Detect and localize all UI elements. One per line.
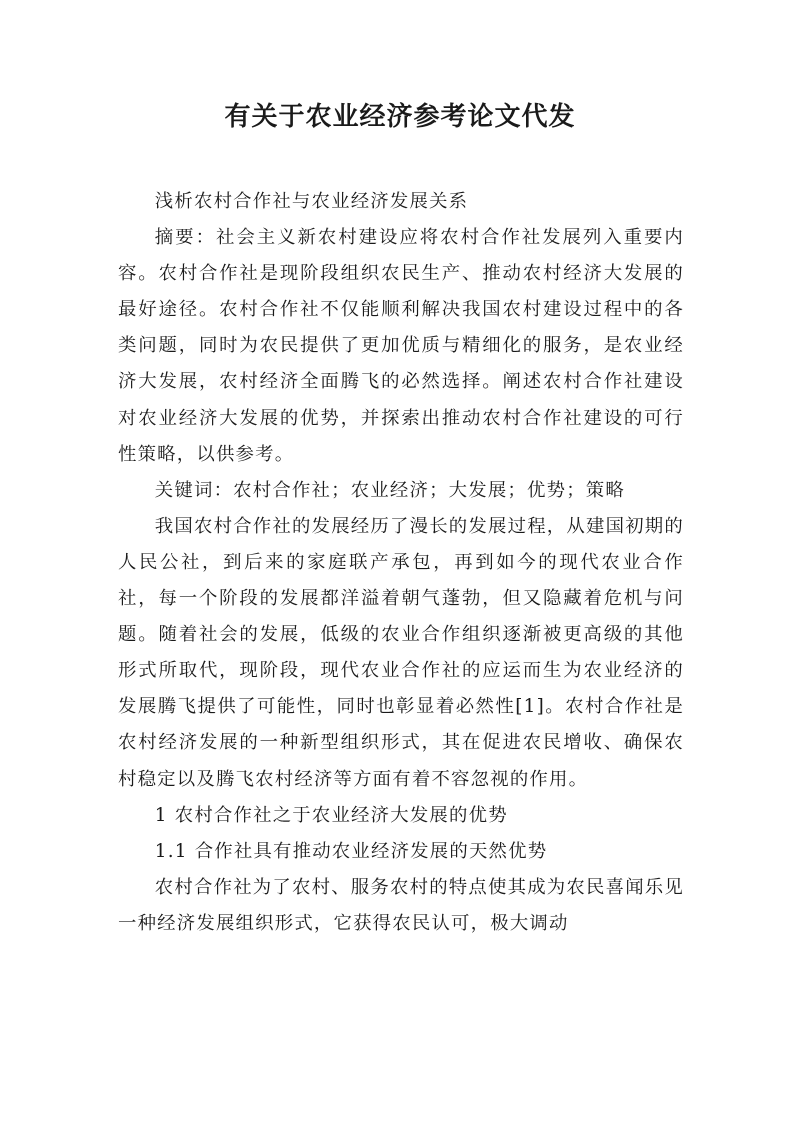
section-heading: 1 农村合作社之于农业经济大发展的优势 xyxy=(154,804,508,826)
document-title: 有关于农业经济参考论文代发 xyxy=(224,102,576,132)
paragraph-body: 农村合作社为了农村、服务农村的特点使其成为农民喜闻乐见一种经济发展组织形式，它获得农民认可，极大调动 xyxy=(118,876,684,934)
paragraph-introduction: 我国农村合作社的发展经历了漫长的发展过程，从建国初期的人民公社，到后来的家庭联产承包，再到如今的现代农业合作社，每一个阶段的发展都洋溢着朝气蓬勃，但又隐藏着危机与问题。随着社会的发展，低级的农业合作组织逐渐被更高级的其他形式所取代，现阶段，现代农业合作社的应运而生为农业经济的发展腾飞提供了可能性，同时也彰显着必然性[1]。农村合作社是农村经济发展的一种新型组织形式，其在促进农民增收、确保农村稳定以及腾飞农村经济等方面有着不容忽视的作用。 xyxy=(118,515,684,790)
paragraph-keywords: 关键词：农村合作社；农业经济；大发展；优势；策略 xyxy=(154,479,625,501)
document-body xyxy=(118,184,684,942)
paragraph-subtitle: 浅析农村合作社与农业经济发展关系 xyxy=(154,191,469,212)
subsection-heading: 1.1 合作社具有推动农业经济发展的天然优势 xyxy=(154,840,548,862)
paragraph-abstract: 摘要：社会主义新农村建设应将农村合作社发展列入重要内容。农村合作社是现阶段组织农民生产、推动农村经济大发展的最好途径。农村合作社不仅能顺利解决我国农村建设过程中的各类问题，同时为农民提供了更加优质与精细化的服务，是农业经济大发展，农村经济全面腾飞的必然选择。阐述农村合作社建设对农业经济大发展的优势，并探索出推动农村合作社建设的可行性策略，以供参考。 xyxy=(118,227,684,465)
